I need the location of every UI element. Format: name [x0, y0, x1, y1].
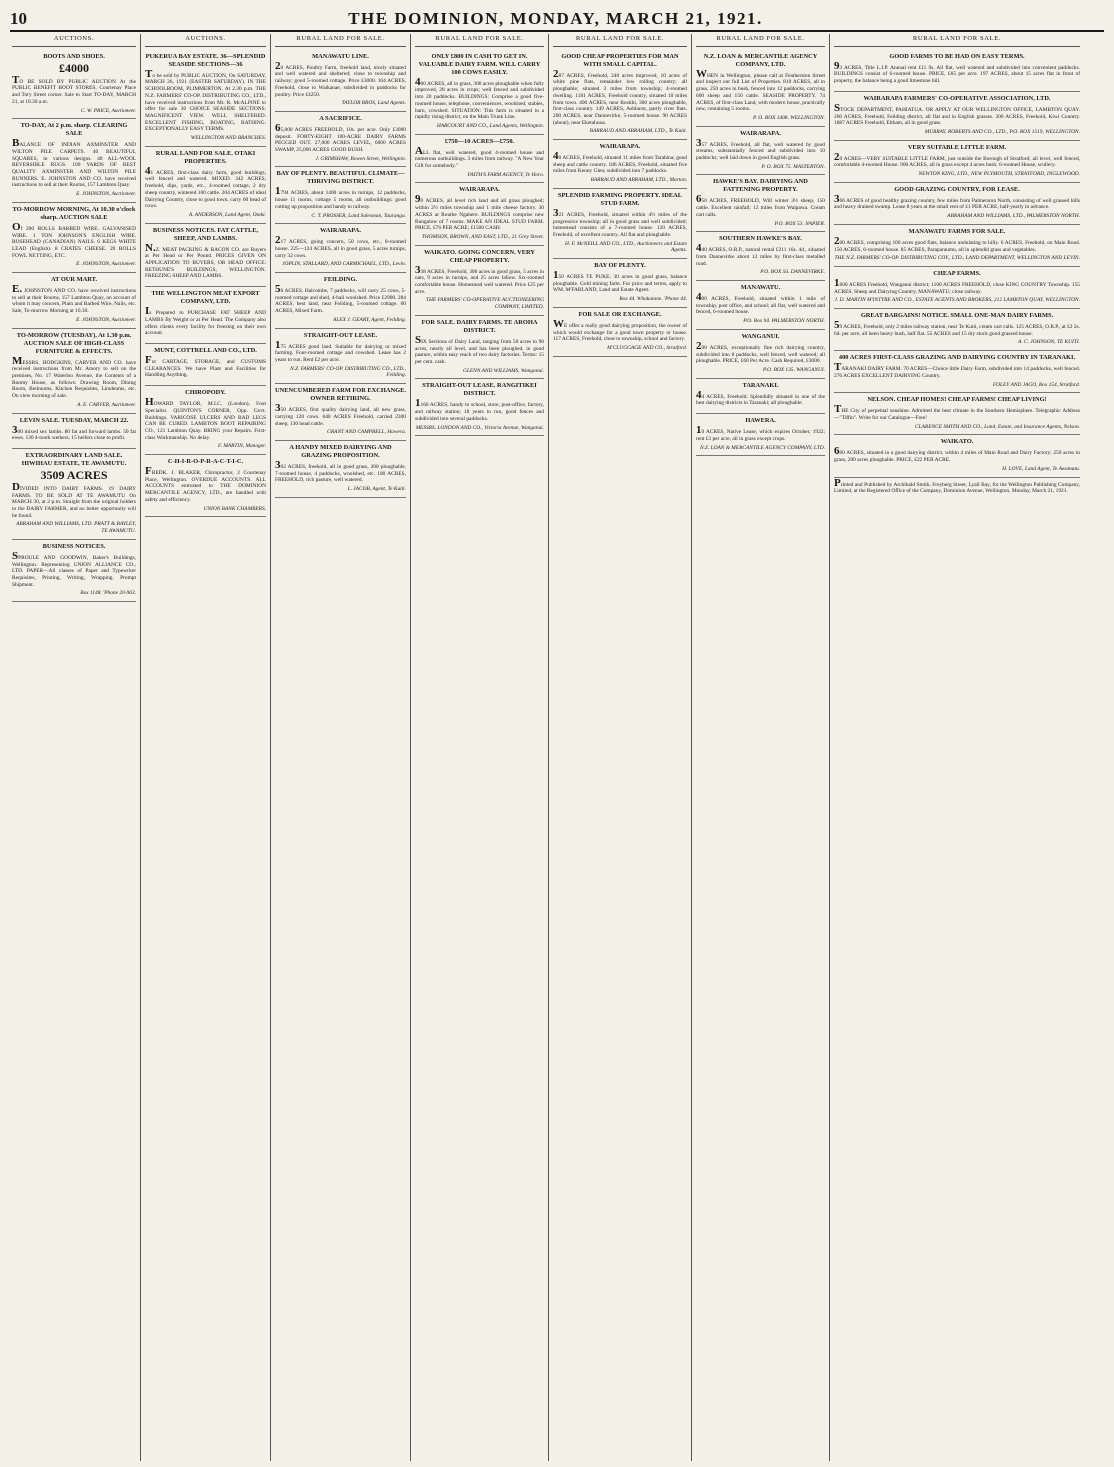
- classified-ad: [696, 330, 825, 379]
- ad-signature: BARRAUD AND ABRAHAM, LTD., Marton.: [590, 177, 687, 184]
- ad-title: WANGANUI.: [741, 332, 780, 340]
- ad-title: GOOD FARMS TO BE HAD ON EASY TERMS.: [889, 52, 1025, 60]
- ad-body: 1160 ACRES, handy to school, store, post-office, factory, and railway station; 18 years to run, good fences and subdivided into several paddocks.: [415, 397, 544, 422]
- classified-ad: [275, 112, 406, 168]
- ad-body: 350 ACRES, first quality dairying land, all new grass, carrying 120 cows. 640 ACRES Freehold, carried 2300 sheep, 130 head cattle.: [275, 402, 406, 427]
- classified-ad: [553, 308, 687, 357]
- classified-ad: [696, 281, 825, 330]
- ad-title: FOR SALE OR EXCHANGE.: [578, 310, 662, 318]
- ad-signature: A. ANDERSON, Land Agent, Otaki.: [188, 211, 266, 218]
- classified-ad: [696, 232, 825, 281]
- ad-signature: P.O. BOX 53. NAPIER.: [774, 220, 825, 227]
- ad-title: GOOD CHEAP PROPERTIES FOR MAN WITH SMALL CAPITAL.: [561, 52, 679, 68]
- ad-body: MESSRS. HODGKINS, CARVER AND CO. have received instructions from Mr. Amory to sell on the premises, No. 17 Waterloo Avenue, the Contents of a Roomy House, as follows: Drawing Room, Dining Room, Bedrooms, Kitchen Requisites, Linoleums, etc. On view morning of sale.: [12, 354, 136, 400]
- classified-ad: [145, 224, 266, 288]
- ad-body: 40 ACRES, Freehold, situated 11 miles from Tarahina; good sheep and cattle country. 186 ACRES, Freehold, situated five miles from Kenny Glen; subdivided into 7 paddocks.: [553, 150, 687, 175]
- ad-body: Of 200 ROLLS BARBED WIRE. GALVANISED WIRE. 1 TON JOHNSON'S ENGLISH WIRE. ROSEHEAD (CANADIAN) NAILS. 6 KEGS WHITE LEAD (English). 8 CRATES CHEESE. 20 ROLLS FOWL NETTING, ETC.: [12, 220, 136, 259]
- column-heading: AUCTIONS.: [12, 34, 136, 47]
- ad-signature: A. E. CARVER, Auctioneer.: [77, 401, 136, 408]
- classified-ad: [415, 316, 544, 380]
- ad-body: ALL flat, well watered, good 4-roomed house and numerous outbuildings. 3 miles from railway. "A New Year Gift for somebody.": [415, 144, 544, 170]
- ad-signature: A. C. JOHNSON, TE KUITI.: [1018, 339, 1080, 346]
- classified-ad: [145, 344, 266, 386]
- classified-ad: [696, 379, 825, 414]
- classified-ad: [275, 50, 406, 112]
- ad-body: 41 ACRES, first-class dairy farm, good buildings, well fenced and watered. MIXED. 342 ACRES, freehold, dips, yards, etc., 4-roomed cottage, 2 dry sheep country, wintered 100 cattle. 204 ACRES of ideal Dairying Country, close to good town, carry 60 head of cows.: [145, 164, 266, 210]
- ad-signature: HARCOURT AND CO., Land Agents, Wellington.: [436, 122, 544, 129]
- ad-title: BOOTS AND SHOES.: [43, 52, 105, 60]
- page-column: [8, 34, 140, 1461]
- classified-ad: [834, 92, 1080, 141]
- ad-body: 440 ACRES, O.R.P., natural rental £211 16s. 4d., situated from Dannevirke about 12 miles by first-class metalled road.: [696, 242, 825, 267]
- ad-title: TO-DAY, At 2 p.m. sharp. CLEARING SALE: [20, 122, 128, 138]
- ad-title: STRAIGHT-OUT LEASE. RANGITIKEI DISTRICT.: [422, 382, 537, 398]
- ad-signature: F. MARTIN, Manager.: [218, 443, 266, 450]
- classified-ad: [275, 167, 406, 224]
- ad-title: GOOD GRAZING COUNTRY, FOR LEASE.: [894, 185, 1020, 193]
- ad-title: BUSINESS NOTICES. FAT CATTLE, SHEEP, AND LAMBS.: [152, 226, 259, 242]
- ad-title: HAWKE'S BAY. DAIRYING AND FATTENING PROPERTY.: [713, 178, 808, 194]
- ad-title: UNENCUMBERED FARM FOR EXCHANGE. OWNER RETIRING.: [275, 387, 406, 403]
- ad-title: GREAT BARGAINS! NOTICE. SMALL ONE-MAN DAIRY FARMS.: [860, 312, 1054, 320]
- ad-signature: THE N.Z. FARMERS' CO-OP. DISTRIBUTING COY., LTD., LAND DEPARTMENT, WELLINGTON AND LEVIN.: [834, 255, 1080, 262]
- page-column: [691, 34, 829, 1461]
- ad-title: WAIRARAPA.: [320, 227, 361, 235]
- ad-title: HAWERA.: [745, 417, 776, 425]
- page-column: [410, 34, 548, 1461]
- ad-headline-figure: 3509 ACRES: [40, 467, 108, 482]
- ad-body: 20 ACRES, Poultry Farm, freehold land, nicely situated and well watered and sheltered; close to township and railway; good 5-roomed cottage. Price £3000. 104 ACRES, Freehold, close to Waikanae, subdivided in paddocks for poultry. Price £4250.: [275, 59, 406, 98]
- ad-body: TARANAKI DAIRY FARM. 70 ACRES—Choice little Dairy Farm, subdivided into 14 paddocks, well fenced. 276 ACRES EXCELLENT DAIRYING Country.: [834, 361, 1080, 379]
- ad-signature: Box 1148. 'Phone 20-963.: [80, 590, 136, 597]
- classified-ad: [12, 119, 136, 203]
- ad-body: 1600 ACRES Freehold, Wanganui district; 1100 ACRES FREEHOLD, close KING COUNTRY Township. 155 ACRES, Sheep and Dairying Country, MANAWATU; close railway.: [834, 276, 1080, 295]
- ad-body: 150 ACRES TE PUKE; 30 acres in good grass, balance ploughable. Gold mining farm. For price and terms, apply to WM. M'FARLAND, Land and Estate Agent.: [553, 269, 687, 294]
- ad-body: 93 ACRES, Title L.I.P. Annual rent £11 9s. All flat, well watered and subdivided into convenient paddocks. BUILDINGS consist of 6-roomed house. PRICE, £65 per acre. 197 ACRES, about 15 acres flat in front of property, the balance being a good limestone hill.: [834, 59, 1080, 85]
- ad-body: THE City of perpetual sunshine. Admitted the best climate in the Southern Hemisphere. Telegraphic Address—"Tiffin". Write for our Catalogue—Free!: [834, 403, 1080, 421]
- ad-body: E. JOHNSTON AND CO. have received instructions to sell at their Rooms, 157 Lambton Quay, on account of whom it may concern, Plain and Barbed Wire, Nails, etc. Sale, To-morrow Morning at 10.30.: [12, 283, 136, 315]
- classified-ad: [275, 384, 406, 441]
- publisher-imprint: Printed and Published by Archibald Smith, Freyberg Street, Lyall Bay, for the Wellington Publishing Company, Limited, at the Registered Office of the Company, Dominion Avenue, Wellington, Monday, March 21, 1921.: [834, 476, 1080, 495]
- ad-title: THE WELLINGTON MEAT EXPORT COMPANY, LTD.: [151, 290, 260, 306]
- ad-body: 65,000 ACRES FREEHOLD, 10s. per acre. Only £3000 deposit. FORTY-EIGHT 100-ACRE DAIRY FARMS PEGGED OUT. 27,000 ACRES LEVEL, 6000 ACRES SWAMP, 25,000 ACRES GOOD BUSH.: [275, 121, 406, 154]
- ad-body: DIVIDED INTO DAIRY FARMS. 19 DAIRY FARMS. TO BE SOLD AT TE AWAMUTU On MARCH 30, at 2 p.m. Straight from the original holders to the DAIRY FARMER, and no better opportunity will be found.: [12, 480, 136, 519]
- ad-title: LEVIN SALE. TUESDAY, MARCH 22.: [19, 416, 129, 424]
- ad-signature: FOLEY AND JAGO, Box 154, Stratford.: [992, 381, 1080, 388]
- ad-title: MANAWATU.: [740, 284, 781, 292]
- column-heading: RURAL LAND FOR SALE.: [415, 34, 544, 47]
- ad-signature: M'CLUGGAGE AND CO., Stratford.: [607, 344, 687, 351]
- ad-signature: THE FARMERS' CO-OPERATIVE AUCTIONEERING COMPANY, LIMITED.: [426, 297, 544, 311]
- ad-title: ONLY £800 IN CASH TO GET IN. VALUABLE DAIRY FARM. WILL CARRY 100 COWS EASILY.: [418, 52, 541, 76]
- ad-signature: P.O. BOX 56. DANNEVIRKE.: [760, 269, 825, 276]
- classified-ad: [553, 140, 687, 189]
- column-heading: AUCTIONS.: [145, 34, 266, 47]
- ad-signature: MURRAY, ROBERTS AND CO., LTD., P.O. BOX 1519, WELLINGTON.: [924, 128, 1080, 135]
- classified-ad: [12, 203, 136, 273]
- ad-signature: FAITH'S FARM AGENCY, Te Horo.: [467, 171, 544, 178]
- classified-ad: [415, 379, 544, 436]
- column-heading: RURAL LAND FOR SALE.: [834, 34, 1080, 47]
- ad-signature: H. LOVE, Land Agent, Te Awamutu.: [1002, 465, 1080, 472]
- ad-title: TARANAKI.: [742, 381, 779, 389]
- ad-signature: MESSRS. LONDON AND CO., Victoria Avenue, Wanganui.: [415, 424, 544, 431]
- classified-ad: [696, 127, 825, 176]
- ad-signature: P. O. BOX 75. MASTERTON.: [761, 163, 825, 170]
- ad-body: 287 ACRES, Freehold, 240 acres improved, 10 acres of white pine flats, remainder low rolling country; all ploughable; situated 3 miles from township; 4-roomed dwelling. 1181 ACRES, Freehold country, situated 10 miles from town. 400 ACRES, near Bostihi, 300 acres ploughable, first-class country. 149 ACRES, Ashhurst, partly river flats. 200 ACRES, near Dannevirke, 5-roomed house. 90 ACRES (about), near Eketahuna.: [553, 67, 687, 126]
- ad-signature: TAYLOR BROS, Land Agents.: [341, 100, 406, 107]
- columns: [8, 34, 1106, 1461]
- ad-title: WAIRARAPA.: [740, 129, 781, 137]
- classified-ad: [145, 287, 266, 344]
- classified-ad: [275, 273, 406, 329]
- ad-title: A HANDY MIXED DAIRYING AND GRAZING PROPOSITION.: [289, 443, 392, 459]
- classified-ad: [145, 455, 266, 517]
- ad-signature: ABRAHAM AND WILLIAMS, LTD. PRATT & BAYLEY, TE AWAMUTU.: [16, 521, 136, 535]
- ad-title: BAY OF PLENTY. BEAUTIFUL CLIMATE—THRIVING DISTRICT.: [276, 170, 405, 186]
- ad-body: 200 ACRES, exceptionally fine rich dairying country, subdivided into 8 paddocks, well fenced, well watered; all ploughable. PRICE, £60 Per Acre. Cash Required, £3000.: [696, 339, 825, 365]
- ad-signature: BARRAUD AND ABRAHAM, LTD., Te Kuiti.: [589, 128, 687, 135]
- ad-body: To be sold by PUBLIC AUCTION, On SATURDAY, MARCH 26, 1921 (EASTER SATURDAY). IN THE SCHOOLROOM, PLIMMERTON, At 2.30 p.m. THE N.Z. FARMERS' CO-OP. DISTRIBUTING CO., LTD., have received instructions from Mr. R. McALPINE to offer for sale 36 CHOICE SEASIDE SECTIONS. MAGNIFICENT VIEW. WELL SHELTERED. EXCELLENT FISHING, BOATING, BATHING. EXCEPTIONALLY EASY TERMS.: [145, 67, 266, 133]
- ad-body: 20 ACRES—VERY SUITABLE LITTLE FARM, just outside the Borough of Stratford; all level, well fenced, comfortable 4-roomed House. 900 ACRES, all in grass except 4 acres bush; 6-roomed House, scullery.: [834, 150, 1080, 169]
- ad-body: WE offer a really good dairying proposition, the owner of which would exchange for a good town property or house. 117 ACRES, Freehold, close to township, school and factory.: [553, 317, 687, 343]
- classified-ad: [834, 267, 1080, 309]
- ad-body: HOWARD TAYLOR, M.I.C. (London), Foot Specialist. QUINTON'S CORNER, Opp. Govt. Buildings. VARICOSE ULCERS AND BAD LEGS CAN BE CURED. LAMBTON BOOT REPAIRING CO., 121 Lambton Quay. BRING your Repairs. First-class Workmanship. No delay.: [145, 396, 266, 441]
- classified-ad: [834, 351, 1080, 393]
- ad-title: C-H-I-R-O-P-R-A-C-T-I-C.: [167, 458, 244, 466]
- column-heading: RURAL LAND FOR SALE.: [696, 34, 825, 47]
- ad-title: STRAIGHT-OUT LEASE.: [303, 331, 378, 339]
- classified-ad: [696, 175, 825, 232]
- ad-body: 300 mixed sex lambs. 80 fat and forward lambs. 50 fat ewes. 130 4-tooth wethers. 15 heifers close to profit.: [12, 423, 136, 442]
- ad-signature: UNION BANK CHAMBERS.: [203, 505, 266, 512]
- ad-signature: THOMSON, BROWN, AND EAST, LTD., 21 Grey Street.: [421, 233, 544, 240]
- classified-ad: [415, 246, 544, 316]
- ad-signature: P.O. BOX 135. WANGANUI.: [763, 366, 825, 373]
- classified-ad: [553, 50, 687, 140]
- ad-body: 10 ACRES, Native Lease, which expires October, 1922; rent £3 per acre, all in grass except crops.: [696, 424, 825, 442]
- ad-signature: GLENN AND WILLIAMS, Wanganui.: [462, 367, 544, 374]
- ad-body: WHEN in Wellington, please call at Featherston Street and inspect our full List of Properties. 810 ACRES, all in grass, 250 acres in bush, fenced into 12 paddocks, carrying 600 sheep and 150 cattle. SEASIDE PROPERTY. 74 ACRES, of first-class Land, with modern house, practically new, containing 5 rooms.: [696, 67, 825, 113]
- ad-body: 302 ACRES, freehold, all in good grass, 200 ploughable, 7-roomed house, 4 paddocks, woolshed, etc. 180 ACRES, FREEHOLD, rich pasture, well watered.: [275, 458, 406, 484]
- ad-signature: N.Z. FARMERS' CO-OP. DISTRIBUTING CO., LTD., Feilding.: [290, 365, 406, 379]
- column-heading: RURAL LAND FOR SALE.: [553, 34, 687, 47]
- classified-ad: [415, 50, 544, 135]
- classified-ad: [834, 393, 1080, 435]
- classified-ad: [12, 273, 136, 329]
- ad-body: BALANCE OF INDIAN AXMINSTER AND WILTON PILE CARPETS. 40 BEAUTIFUL SQUARES, in various designs. 40 ALL-WOOL REVERSIBLE RUGS. 100 YARDS OF BEST QUALITY AXMINSTER AND WILTON PILE RUNNERS. E. JOHNSTON AND CO. have received instructions to sell at their Rooms, 157 Lambton Quay.: [12, 137, 136, 189]
- page-column: [829, 34, 1084, 1461]
- classified-ad: [12, 449, 136, 540]
- ad-signature: L. JACOB, Agent, Te Kuiti.: [347, 486, 406, 493]
- ad-title: WAIKATO. GOING CONCERN. VERY CHEAP PROPERTY.: [423, 248, 536, 264]
- ad-title: SOUTHERN HAWKE'S BAY.: [719, 235, 802, 243]
- classified-ad: [145, 386, 266, 455]
- classified-ad: [12, 50, 136, 120]
- classified-ad: [834, 141, 1080, 183]
- classified-ad: [145, 147, 266, 224]
- ad-body: 175 ACRES good land. Suitable for dairying or mixed farming. Four-roomed cottage and cowshed. Lease has 2 years to run. Rent £2 per acre.: [275, 338, 406, 363]
- ad-title: WAIRARAPA.: [459, 186, 500, 194]
- ad-body: SPROULE AND GOODWIN, Baker's Buildings, Wellington. Representing UNION ALLIANCE CO., LTD. PAPER—All classes of Paper and Typewriter Requisites, Printing, Writing, Wrapping. Prompt Shipment.: [12, 549, 136, 588]
- ad-signature: P.O. Box 94. PALMERSTON NORTH.: [743, 318, 825, 325]
- ad-body: 217 ACRES, going concern, 50 cows, etc., 8-roomed house. 225—124 ACRES, all in good grass, 5 acres turnips, carry 32 cows.: [275, 234, 406, 259]
- ad-title: N.Z. LOAN & MERCANTILE AGENCY COMPANY, LTD.: [703, 52, 818, 68]
- page-column: [140, 34, 270, 1461]
- ad-signature: P. O. BOX 1408. WELLINGTON.: [753, 114, 825, 121]
- ad-body: N.Z. MEAT PACKING & BACON CO. are Buyers at Per Head or Per Pound. PRICES GIVEN ON APPLICATION TO BUYERS, OR HEAD OFFICE: BETHUNE'S BUILDINGS, WELLINGTON. FREEZING SHEEP AND LAMBS.: [145, 241, 266, 280]
- ad-title: WAIKATO.: [940, 438, 974, 446]
- ad-body: 400 ACRES, Freehold, situated within 1 mile of township, post office, and school; all flat, well watered and fenced, 6-roomed house.: [696, 291, 825, 316]
- ad-body: 321 ACRES, Freehold, situated within 4½ miles of the progressive township; all in good grass and well subdivided; homestead consists of a 7-roomed house. 130 ACRES, Freehold, of excellent country. All flat and ploughable.: [553, 206, 687, 238]
- ad-signature: N.Z. LOAN & MERCANTILE AGENCY COMPANY, LTD.: [699, 444, 825, 451]
- page-column: [270, 34, 410, 1461]
- ad-title: EXTRAORDINARY LAND SALE. HIWIHAU ESTATE, TE AWAMUTU.: [21, 451, 127, 467]
- ad-title: NELSON. CHEAP HOMES! CHEAP FARMS! CHEAP LIVING!: [867, 396, 1047, 404]
- ad-body: 357 ACRES, Freehold, all flat, well watered by good streams, substantially fenced and subdivided into 10 paddocks; well laid down in good English grass.: [696, 136, 825, 162]
- ad-body: 44 ACRES, Freehold. Splendidly situated in one of the best dairying districts in Taranaki; all ploughable.: [696, 388, 825, 407]
- ad-title: AT OUR MART.: [50, 276, 98, 284]
- ad-signature: E. JOHNSTON, Auctioneer.: [76, 261, 136, 268]
- classified-ad: [12, 414, 136, 449]
- ad-body: 1794 ACRES, about 1400 acres in turnips, 12 paddocks, house 11 rooms, cottage 5 rooms, all outbuildings; good cutting up proposition and handy to railway.: [275, 185, 406, 210]
- ad-title: MANAWATU LINE.: [312, 52, 369, 60]
- classified-ad: [553, 189, 687, 259]
- column-heading: RURAL LAND FOR SALE.: [275, 34, 406, 47]
- ad-title: PUKERUA BAY ESTATE. 36—SPLENDID SEASIDE SECTIONS—36: [145, 52, 266, 68]
- classified-ad: [12, 540, 136, 602]
- ad-body: SIX Sections of Dairy Land, ranging from 50 acres to 90 acres, nearly all level, and has been ploughed, in good pasture, within easy reach of two dairy factories. Terms: 15 per cent. cash.: [415, 333, 544, 365]
- ad-title: MANAWATU FARMS FOR SALE.: [908, 227, 1006, 235]
- ad-title: VERY SUITABLE LITTLE FARM.: [907, 143, 1007, 151]
- classified-ad: [834, 309, 1080, 351]
- newspaper-title: THE DOMINION, MONDAY, MARCH 21, 1921.: [348, 9, 763, 28]
- classified-ad: [696, 50, 825, 127]
- ad-title: TO-MORROW (TUESDAY), At 1.30 p.m. AUCTION SALE OF HIGH-CLASS FURNITURE & EFFECTS.: [16, 331, 132, 355]
- ad-title: FOR SALE. DAIRY FARMS. TE AROHA DISTRICT.: [421, 318, 538, 334]
- classified-ad: [275, 441, 406, 498]
- ad-title: WAIRARAPA.: [599, 143, 641, 151]
- ad-body: 200 ACRES, comprising 100 acres good flats, balance undulating to hilly. 6 ACRES, Freehold, on Main Road. 150 ACRES, 6-roomed house. 85 ACRES, Paraparaumu, all in splendid grass and vegetables.: [834, 234, 1080, 253]
- ad-body: 59 ACRES, Freehold, only 2 miles railway station, near Te Kuiti, cream cart calls. 125 ACRES, O.R.P., at £2 2s. 6d. per acre, all been heavy bush, half flat. 55 ACRES and 15 dry stock good grassed house.: [834, 319, 1080, 337]
- ad-body: 90 ACRES, all level rich land and all grass ploughed; within 2½ miles township and 1 mile cheese factory. 30 ACRES at Routhe Ngahere. BUILDINGS comprise new Bungalow of 7 rooms. MAKE AN IDEAL STUD FARM. PRICE, £76 PER ACRE; £1500 CASH.: [415, 193, 544, 232]
- classified-ad: [275, 329, 406, 385]
- ad-title: CHIROPODY.: [185, 389, 226, 397]
- ad-signature: J. D. MARTIN M'INTYRE AND CO., ESTATE AGENTS AND BROKERS, 212 LAMBTON QUAY, WELLINGTON.: [834, 297, 1080, 304]
- ad-title: BUSINESS NOTICES.: [42, 542, 106, 550]
- ad-title: TO-MORROW MORNING, At 10.30 o'clock sharp. AUCTION SALE: [12, 205, 136, 221]
- ad-body: 400 ACRES, all in grass, 300 acres ploughable when fully improved, 28 acres in crops; well fenced and subdivided into 20 paddocks. BUILDINGS: Comprise a good five-roomed house, telephone, conveniences, woolshed, stables, barn, cowshed. SITUATION: This farm is situated in a rapidly rising district, on the Main Trunk Line.: [415, 75, 544, 121]
- masthead: [10, 8, 1104, 32]
- ad-title: A SACRIFICE.: [319, 114, 362, 122]
- ad-body: 600 ACRES, situated in a good dairying district, within 4 miles of Main Road and Dairy Factory; 250 acres in grass, 200 acres ploughable. PRICE, £22 PER ACRE.: [834, 445, 1080, 464]
- ad-signature: GRANT AND CAMPBELL, Hawera.: [326, 429, 406, 436]
- classified-ad: [696, 414, 825, 456]
- ad-title: WAIRARAPA FARMERS' CO-OPERATIVE ASSOCIATION, LTD.: [863, 94, 1051, 102]
- ad-signature: Box 44. Whakatane. 'Phone 44.: [619, 296, 687, 303]
- classified-ad: [415, 135, 544, 184]
- ad-title: £750—10 ACRES—£750.: [444, 137, 515, 145]
- classified-ad: [834, 50, 1080, 92]
- page-column: [548, 34, 691, 1461]
- ad-headline-figure: £4000: [59, 60, 89, 75]
- ad-signature: JOPLIN, STALLARD, AND CARMICHAEL, LTD., Levin.: [282, 261, 406, 268]
- ad-signature: CLARENCE SMITH AND CO., Land, Estate, and Insurance Agents, Nelson.: [915, 423, 1080, 430]
- classified-ad: [553, 259, 687, 308]
- ad-title: BAY OF PLENTY.: [594, 262, 646, 270]
- ad-body: FREDK. J. BLAKER, Chiropractor, 2 Courtenay Place, Wellington. OVERDUE ACCOUNTS. ALL ACCOUNTS entrusted to THE DOMINION MERCANTILE AGENCY, LTD., are handled with safety and efficiency.: [145, 465, 266, 503]
- ad-signature: J. GRIMSHAW, Bowen Street, Wellington.: [315, 155, 406, 162]
- classified-ad: [834, 435, 1080, 477]
- ad-body: 338 ACRES, Freehold, 300 acres in good grass, 5 acres in oats, 9 acres in turnips, and 25 acres fallow. Six-roomed comfortable house. Homestead well watered. Price £25 per acre.: [415, 263, 544, 295]
- ad-signature: C. T. PROSSER, Land Salesman, Tauranga.: [311, 212, 406, 219]
- ad-signature: ABRAHAM AND WILLIAMS, LTD., PALMERSTON NORTH.: [947, 213, 1080, 220]
- ad-title: SPLENDID FARMING PROPERTY. IDEAL STUD FARM.: [557, 191, 683, 207]
- classified-ad: [834, 183, 1080, 225]
- ad-signature: C. W. PRICE, Auctioneer.: [80, 107, 136, 114]
- page-number: 10: [10, 9, 27, 28]
- classified-ad: [834, 225, 1080, 267]
- classified-ad: [275, 224, 406, 273]
- ad-body: TO BE SOLD BY PUBLIC AUCTION At the PUBLIC BENEFIT BOOT STORES, Courtenay Place and Tory Street corner. Sale to Start TO-DAY, MARCH 21, at 10.30 a.m.: [12, 73, 136, 105]
- ad-signature: ALEX J. GEARY, Agent, Feilding.: [333, 316, 406, 323]
- ad-signature: E. JOHNSTON, Auctioneer.: [76, 191, 136, 198]
- ad-signature: H. F. McNEILL AND CO., LTD., Auctioneers and Estate Agents.: [565, 240, 687, 254]
- ad-signature: NEWTON KING, LTD., NEW PLYMOUTH, STRATFORD, INGLEWOOD.: [918, 171, 1080, 178]
- ad-title: MUNT, COTTRELL AND CO., LTD.: [154, 346, 257, 354]
- ad-body: 56 ACRES, Halcombe, 7 paddocks, will carry 25 cows, 5-roomed cottage and shed, 4-bail woolshed. Price £2900. 284 ACRES, best land, near Feilding, 5-roomed cottage. 60 ACRES, Mixed Farm.: [275, 283, 406, 315]
- ad-body: Is Prepared to PURCHASE FAT SHEEP AND LAMBS By Weight or at Per Head. The Company also offers clients every facility for freezing on their own account.: [145, 305, 266, 337]
- ad-body: 650 ACRES, FREEHOLD, Will winter 3½ sheep, 150 cattle. Excellent rainfall; 12 miles from Waipawa. Cream cart calls.: [696, 193, 825, 218]
- ad-title: FEILDING.: [323, 276, 358, 284]
- ad-title: 400 ACRES FIRST-CLASS GRAZING AND DAIRYING COUNTRY IN TARANAKI.: [838, 354, 1076, 362]
- ad-title: CHEAP FARMS.: [933, 269, 981, 277]
- classified-ad: [415, 183, 544, 245]
- classified-ad: [12, 329, 136, 414]
- ad-title: RURAL LAND FOR SALE. OTAKI PROPERTIES.: [155, 149, 256, 165]
- ad-body: For CARTAGE, STORAGE, and CUSTOMS CLEARANCES. We have Plant and Facilities for Handling Anything.: [145, 353, 266, 379]
- ad-body: 366 ACRES of good healthy grazing country, few miles from Palmerston North, consisting of well grassed hills and heavy drained swamp. Lease 8 years at the small rent of £1 PER ACRE, half-yearly in advance.: [834, 192, 1080, 211]
- ad-signature: WELLINGTON AND BRANCHES.: [190, 135, 266, 142]
- ad-body: STOCK DEPARTMENT, PAHIATUA. OR APPLY AT OUR WELLINGTON OFFICE, LAMBTON QUAY. 260 ACRES, Freehold, Feilding district, all flat and in English grasses. 300 ACRES, Freehold, Kiwi Country. 1887 ACRES Freehold, Eltham, all in good grass.: [834, 101, 1080, 127]
- ad-signature: E. JOHNSTON, Auctioneer.: [76, 316, 136, 323]
- classified-ad: [145, 50, 266, 147]
